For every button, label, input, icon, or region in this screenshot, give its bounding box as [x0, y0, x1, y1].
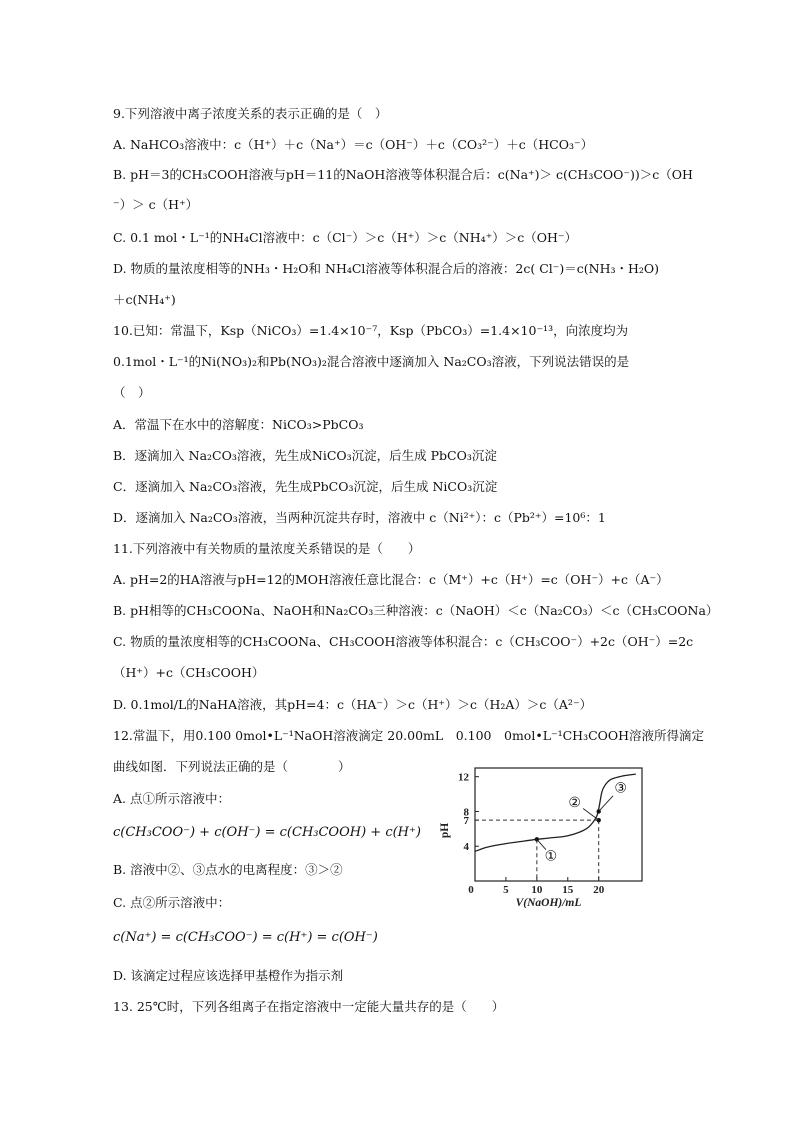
- y-tick-label: 8: [463, 806, 469, 819]
- q10-option-b: B．逐滴加入 Na₂CO₃溶液，先生成NiCO₃沉淀，后生成 PbCO₃沉淀: [113, 448, 497, 463]
- point-leader-line: [583, 808, 599, 820]
- point-label: ③: [614, 781, 627, 797]
- x-tick-label: 5: [503, 884, 509, 896]
- q10-option-c: C．逐滴加入 Na₂CO₃溶液，先生成PbCO₃沉淀，后生成 NiCO₃沉淀: [113, 479, 498, 494]
- q13-stem: 13. 25℃时，下列各组离子在指定溶液中一定能大量共存的是（ ）: [113, 999, 505, 1014]
- q12-option-a-formula: c(CH₃COO⁻) + c(OH⁻) = c(CH₃COOH) + c(H⁺): [113, 825, 421, 840]
- titration-curve: [475, 774, 636, 851]
- q9-option-d: D. 物质的量浓度相等的NH₃・H₂O和 NH₄Cl溶液等体积混合后的溶液：2c( Cl⁻)＝c(NH₃・H₂O): [113, 261, 660, 276]
- x-tick-label: 15: [562, 884, 574, 896]
- titration-chart-svg: [436, 760, 652, 908]
- q11-option-b: B. pH相等的CH₃COONa、NaOH和Na₂CO₃三种溶液：c（NaOH）＜c（Na₂CO₃）＜c（CH₃COONa）: [113, 603, 719, 618]
- point-leader-line: [537, 839, 546, 849]
- q12-option-c: C. 点②所示溶液中：: [113, 895, 231, 910]
- q9-option-d-cont: ＋c(NH₄⁺): [113, 292, 176, 307]
- q9-stem: 9.下列溶液中离子浓度关系的表示正确的是（ ）: [113, 106, 388, 121]
- x-axis-label: V(NaOH)/mL: [515, 897, 582, 908]
- q12-option-b: B. 溶液中②、③点水的电离程度：③＞②: [113, 862, 343, 877]
- q10-option-d: D．逐滴加入 Na₂CO₃溶液，当两种沉淀共存时，溶液中 c（Ni²⁺）：c（Pb²⁺）=10⁶：1: [113, 510, 606, 525]
- point-label: ②: [568, 796, 581, 812]
- q12-option-c-formula: c(Na⁺) = c(CH₃COO⁻) = c(H⁺) = c(OH⁻): [113, 930, 378, 945]
- point-label: ①: [544, 849, 558, 865]
- q11-option-c: C. 物质的量浓度相等的CH₃COONa、CH₃COOH溶液等体积混合：c（CH₃COO⁻）+2c（OH⁻）=2c: [113, 634, 694, 649]
- q10-option-a: A．常温下在水中的溶解度：NiCO₃>PbCO₃: [113, 417, 364, 432]
- q9-option-a: A. NaHCO₃溶液中：c（H⁺）＋c（Na⁺）＝c（OH⁻）＋c（CO₃²⁻）＋c（HCO₃⁻）: [113, 137, 594, 152]
- q10-stem: 10.已知：常温下，Ksp（NiCO₃）=1.4×10⁻⁷，Ksp（PbCO₃）=1.4×10⁻¹³，向浓度均为: [113, 323, 629, 338]
- q12-option-a: A. 点①所示溶液中：: [113, 791, 230, 806]
- q12-option-d: D. 该滴定过程应该选择甲基橙作为指示剂: [113, 968, 344, 983]
- q11-option-c-cont: （H⁺）+c（CH₃COOH）: [113, 665, 265, 680]
- q11-option-d: D. 0.1mol/L的NaHA溶液，其pH=4：c（HA⁻）＞c（H⁺）＞c（H₂A）＞c（A²⁻）: [113, 697, 593, 712]
- y-axis-label: pH: [439, 822, 451, 839]
- y-tick-label: 4: [463, 841, 469, 854]
- x-tick-label: 10: [531, 884, 543, 896]
- titration-chart: [436, 760, 652, 908]
- q9-option-c: C. 0.1 mol・L⁻¹的NH₄Cl溶液中：c（Cl⁻）＞c（H⁺）＞c（NH₄⁺）＞c（OH⁻）: [113, 230, 577, 245]
- q11-stem: 11.下列溶液中有关物质的量浓度关系错误的是（ ）: [113, 541, 421, 556]
- q12-stem-cont: 曲线如图．下列说法正确的是（ ）: [113, 759, 351, 774]
- y-tick-label: 7: [463, 815, 469, 828]
- q11-option-a: A. pH=2的HA溶液与pH=12的MOH溶液任意比混合：c（M⁺）+c（H⁺）=c（OH⁻）+c（A⁻）: [113, 572, 669, 587]
- q10-stem-cont: 0.1mol・L⁻¹的Ni(NO₃)₂和Pb(NO₃)₂混合溶液中逐滴加入 Na₂CO₃溶液，下列说法错误的是: [113, 354, 630, 369]
- q10-paren: （ ）: [113, 385, 151, 400]
- y-tick-label: 12: [458, 771, 469, 784]
- q12-stem: 12.常温下，用0.100 0mol•L⁻¹NaOH溶液滴定 20.00mL 0.100 0mol•L⁻¹CH₃COOH溶液所得滴定: [113, 728, 705, 743]
- q9-option-b-cont: ⁻）＞ c（H⁺）: [113, 197, 199, 212]
- x-tick-label: 20: [593, 884, 605, 896]
- x-tick-label: 0: [468, 884, 474, 896]
- q9-option-b: B. pH＝3的CH₃COOH溶液与pH＝11的NaOH溶液等体积混合后：c(Na⁺)＞ c(CH₃COO⁻))＞c（OH: [113, 167, 693, 182]
